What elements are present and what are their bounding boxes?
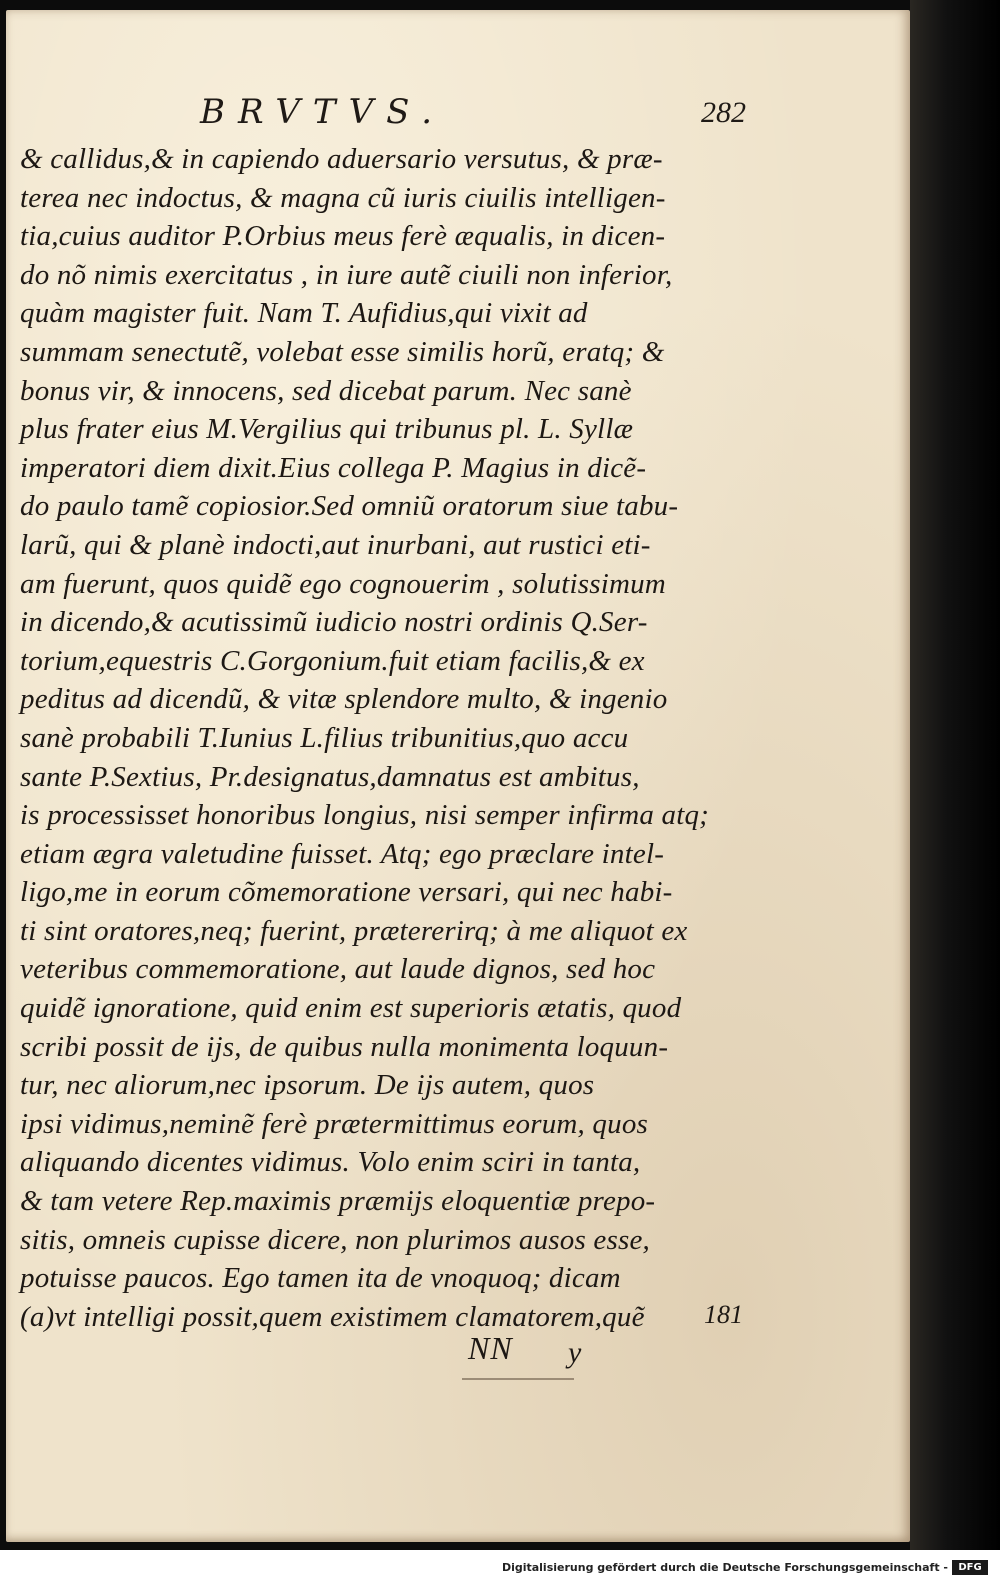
funding-credit: Digitalisierung gefördert durch die Deutsche Forschungsgemeinschaft - <box>501 1561 948 1574</box>
text-line: quidẽ ignoratione, quid enim est superioris ætatis, quod <box>20 992 682 1025</box>
text-line: sante P.Sextius, Pr.designatus,damnatus est ambitus, <box>20 760 640 793</box>
text-line: (a)vt intelligi possit,quem existimem clamatorem,quẽ <box>20 1300 645 1333</box>
text-line: do paulo tamẽ copiosior.Sed omniũ oratorum siue tabu- <box>20 490 679 523</box>
text-line: aliquando dicentes vidimus. Volo enim sciri in tanta, <box>20 1146 641 1179</box>
text-line: larũ, qui & planè indocti,aut inurbani, aut rustici eti- <box>20 528 651 561</box>
body-text <box>20 140 710 1336</box>
dfg-logo-icon: DFG <box>952 1560 988 1575</box>
text-line: potuisse paucos. Ego tamen ita de vnoquoq; dicam <box>20 1262 621 1295</box>
text-line: etiam ægra valetudine fuisset. Atq; ego præclare intel- <box>20 837 665 870</box>
text-line: ligo,me in eorum cõmemoratione versari, qui nec habi- <box>20 876 673 909</box>
text-line: plus frater eius M.Vergilius qui tribunus pl. L. Syllæ <box>20 413 634 446</box>
signature-underline <box>462 1378 574 1380</box>
text-line: & tam vetere Rep.maximis præmijs eloquentiæ prepo- <box>20 1185 656 1218</box>
text-line: bonus vir, & innocens, sed dicebat parum. Nec sanè <box>20 374 632 407</box>
text-line: ipsi vidimus,neminẽ ferè prætermittimus eorum, quos <box>20 1107 649 1140</box>
text-line: sitis, omneis cupisse dicere, non plurimos ausos esse, <box>20 1223 650 1256</box>
text-line: in dicendo,& acutissimũ iudicio nostri ordinis Q.Ser- <box>20 606 648 639</box>
signature-mark: NN <box>468 1330 513 1366</box>
text-line: quàm magister fuit. Nam T. Aufidius,qui vixit ad <box>20 297 588 330</box>
text-line: sanè probabili T.Iunius L.filius tribunitius,quo accu <box>20 721 629 754</box>
catchword: y <box>568 1336 582 1369</box>
text-line: veteribus commemoratione, aut laude dignos, sed hoc <box>20 953 656 986</box>
text-line: ti sint oratores,neq; fuerint, prætererirq; à me aliquot ex <box>20 914 688 947</box>
footer-bar <box>0 1550 1000 1586</box>
text-line: tur, nec aliorum,nec ipsorum. De ijs autem, quos <box>20 1069 595 1102</box>
scan-edge-shadow <box>910 0 1000 1550</box>
text-line: tia,cuius auditor P.Orbius meus ferè æqualis, in dicen- <box>20 220 666 253</box>
text-line: terea nec indoctus, & magna cũ iuris ciuilis intelligen- <box>20 181 666 214</box>
text-line: am fuerunt, quos quidẽ ego cognouerim , solutissimum <box>20 567 666 600</box>
text-line: is processisset honoribus longius, nisi semper infirma atq; <box>20 799 710 832</box>
text-line: do nõ nimis exercitatus , in iure autẽ ciuili non inferior, <box>20 258 673 291</box>
margin-note: 181 <box>704 1300 743 1329</box>
text-line: summam senectutẽ, volebat esse similis horũ, eratq; & <box>20 335 665 368</box>
text-line: imperatori diem dixit.Eius collega P. Magius in dicẽ- <box>20 451 647 484</box>
text-line: torium,equestris C.Gorgonium.fuit etiam facilis,& ex <box>20 644 645 677</box>
text-line: peditus ad dicendũ, & vitæ splendore multo, & ingenio <box>20 683 668 716</box>
page-header <box>200 92 746 140</box>
text-line: scribi possit de ijs, de quibus nulla monimenta loquun- <box>20 1030 669 1063</box>
page-number: 282 <box>701 96 746 129</box>
text-line: & callidus,& in capiendo aduersario versutus, & præ- <box>20 143 663 175</box>
running-head: BRVTVS. <box>200 92 446 132</box>
